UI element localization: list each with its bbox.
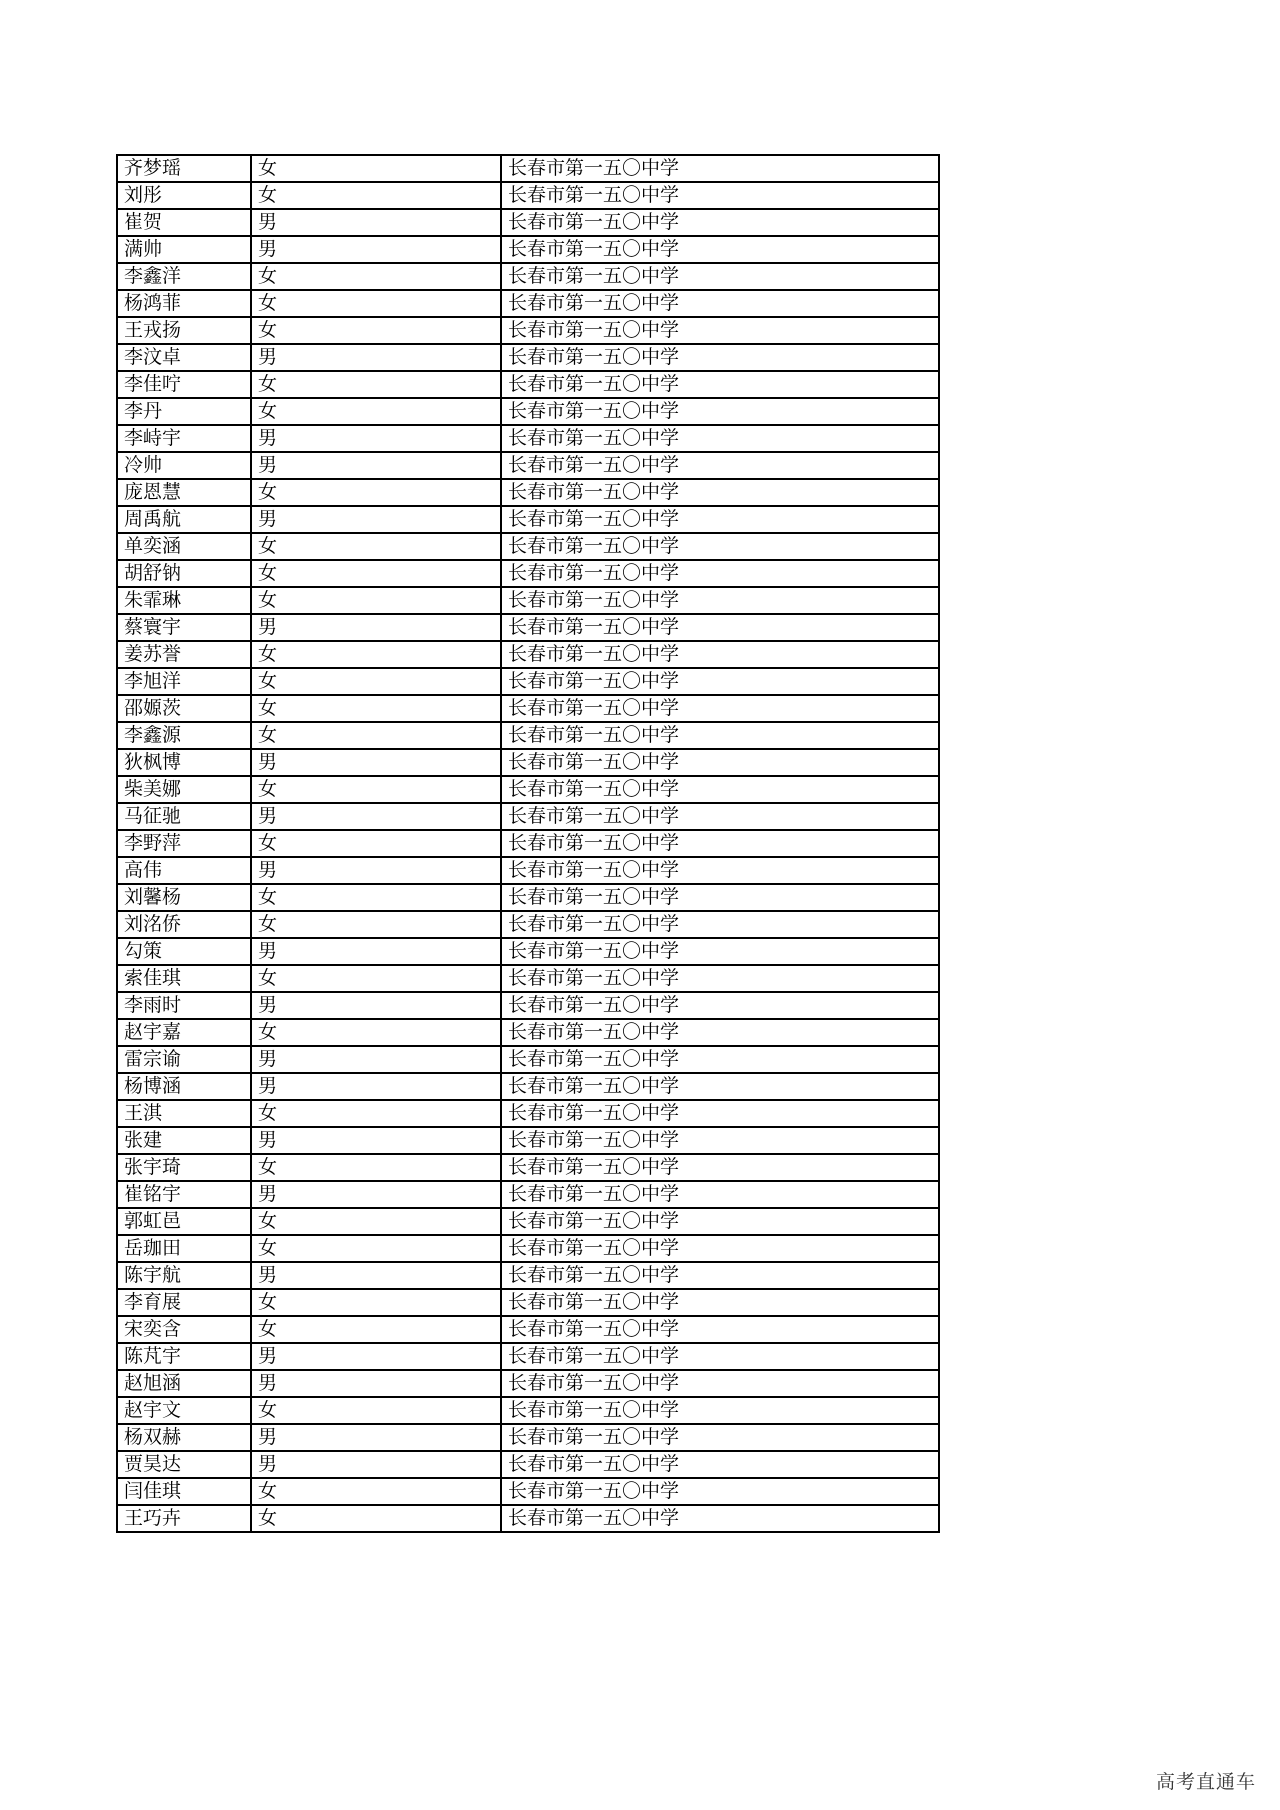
gender-cell: 女: [251, 155, 501, 182]
school-cell: 长春市第一五〇中学: [501, 1127, 939, 1154]
gender-cell: 女: [251, 533, 501, 560]
gender-cell: 女: [251, 1289, 501, 1316]
name-cell: 马征驰: [117, 803, 251, 830]
table-row: [117, 425, 939, 452]
school-cell: 长春市第一五〇中学: [501, 479, 939, 506]
name-cell: 蔡寰宇: [117, 614, 251, 641]
gender-cell: 女: [251, 371, 501, 398]
gender-cell: 女: [251, 722, 501, 749]
gender-cell: 男: [251, 236, 501, 263]
table-row: [117, 938, 939, 965]
table-row: [117, 1451, 939, 1478]
table-row: [117, 857, 939, 884]
school-cell: 长春市第一五〇中学: [501, 1343, 939, 1370]
table-row: [117, 533, 939, 560]
school-cell: 长春市第一五〇中学: [501, 857, 939, 884]
gender-cell: 女: [251, 1478, 501, 1505]
table-row: [117, 317, 939, 344]
table-row: [117, 182, 939, 209]
school-cell: 长春市第一五〇中学: [501, 344, 939, 371]
name-cell: 朱霏琳: [117, 587, 251, 614]
table-row: [117, 1127, 939, 1154]
table-row: [117, 749, 939, 776]
school-cell: 长春市第一五〇中学: [501, 1073, 939, 1100]
gender-cell: 女: [251, 398, 501, 425]
table-row: [117, 1181, 939, 1208]
gender-cell: 男: [251, 1424, 501, 1451]
school-cell: 长春市第一五〇中学: [501, 1505, 939, 1532]
school-cell: 长春市第一五〇中学: [501, 1370, 939, 1397]
name-cell: 高伟: [117, 857, 251, 884]
name-cell: 邵嫄茨: [117, 695, 251, 722]
table-row: [117, 479, 939, 506]
gender-cell: 女: [251, 668, 501, 695]
table-row: [117, 776, 939, 803]
name-cell: 李鑫源: [117, 722, 251, 749]
school-cell: 长春市第一五〇中学: [501, 1478, 939, 1505]
school-cell: 长春市第一五〇中学: [501, 263, 939, 290]
gender-cell: 男: [251, 1046, 501, 1073]
school-cell: 长春市第一五〇中学: [501, 1208, 939, 1235]
school-cell: 长春市第一五〇中学: [501, 182, 939, 209]
table-row: [117, 587, 939, 614]
name-cell: 单奕涵: [117, 533, 251, 560]
gender-cell: 男: [251, 506, 501, 533]
name-cell: 刘彤: [117, 182, 251, 209]
gender-cell: 男: [251, 1262, 501, 1289]
name-cell: 赵旭涵: [117, 1370, 251, 1397]
gender-cell: 女: [251, 587, 501, 614]
school-cell: 长春市第一五〇中学: [501, 830, 939, 857]
school-cell: 长春市第一五〇中学: [501, 938, 939, 965]
table-row: [117, 992, 939, 1019]
gender-cell: 男: [251, 749, 501, 776]
name-cell: 王淇: [117, 1100, 251, 1127]
name-cell: 李汶卓: [117, 344, 251, 371]
gender-cell: 男: [251, 1181, 501, 1208]
school-cell: 长春市第一五〇中学: [501, 695, 939, 722]
gender-cell: 女: [251, 830, 501, 857]
table-row: [117, 506, 939, 533]
table-row: [117, 1505, 939, 1532]
school-cell: 长春市第一五〇中学: [501, 236, 939, 263]
table-row: [117, 452, 939, 479]
school-cell: 长春市第一五〇中学: [501, 1262, 939, 1289]
school-cell: 长春市第一五〇中学: [501, 560, 939, 587]
school-cell: 长春市第一五〇中学: [501, 1451, 939, 1478]
name-cell: 满帅: [117, 236, 251, 263]
gender-cell: 男: [251, 1127, 501, 1154]
table-row: [117, 695, 939, 722]
table-row: [117, 1046, 939, 1073]
name-cell: 崔贺: [117, 209, 251, 236]
school-cell: 长春市第一五〇中学: [501, 1289, 939, 1316]
school-cell: 长春市第一五〇中学: [501, 668, 939, 695]
table-row: [117, 155, 939, 182]
name-cell: 张宇琦: [117, 1154, 251, 1181]
name-cell: 杨双赫: [117, 1424, 251, 1451]
table-row: [117, 290, 939, 317]
school-cell: 长春市第一五〇中学: [501, 290, 939, 317]
gender-cell: 女: [251, 1100, 501, 1127]
roster-table-body: [117, 155, 939, 1532]
school-cell: 长春市第一五〇中学: [501, 722, 939, 749]
gender-cell: 女: [251, 317, 501, 344]
name-cell: 勾策: [117, 938, 251, 965]
name-cell: 贾昊达: [117, 1451, 251, 1478]
name-cell: 刘洺侨: [117, 911, 251, 938]
gender-cell: 女: [251, 479, 501, 506]
name-cell: 李鑫洋: [117, 263, 251, 290]
name-cell: 崔铭宇: [117, 1181, 251, 1208]
gender-cell: 女: [251, 1316, 501, 1343]
school-cell: 长春市第一五〇中学: [501, 776, 939, 803]
school-cell: 长春市第一五〇中学: [501, 884, 939, 911]
table-row: [117, 1316, 939, 1343]
table-row: [117, 1100, 939, 1127]
name-cell: 庞恩慧: [117, 479, 251, 506]
gender-cell: 女: [251, 884, 501, 911]
gender-cell: 女: [251, 641, 501, 668]
gender-cell: 男: [251, 1451, 501, 1478]
school-cell: 长春市第一五〇中学: [501, 911, 939, 938]
gender-cell: 男: [251, 209, 501, 236]
gender-cell: 男: [251, 1343, 501, 1370]
school-cell: 长春市第一五〇中学: [501, 398, 939, 425]
gender-cell: 女: [251, 695, 501, 722]
school-cell: 长春市第一五〇中学: [501, 614, 939, 641]
gender-cell: 女: [251, 1397, 501, 1424]
name-cell: 柴美娜: [117, 776, 251, 803]
name-cell: 王戎扬: [117, 317, 251, 344]
table-row: [117, 560, 939, 587]
name-cell: 闫佳琪: [117, 1478, 251, 1505]
gender-cell: 女: [251, 911, 501, 938]
name-cell: 李雨时: [117, 992, 251, 1019]
gender-cell: 女: [251, 1235, 501, 1262]
gender-cell: 女: [251, 1505, 501, 1532]
school-cell: 长春市第一五〇中学: [501, 587, 939, 614]
gender-cell: 男: [251, 1073, 501, 1100]
name-cell: 王巧卉: [117, 1505, 251, 1532]
name-cell: 张建: [117, 1127, 251, 1154]
name-cell: 岳珈田: [117, 1235, 251, 1262]
name-cell: 刘馨杨: [117, 884, 251, 911]
name-cell: 宋奕含: [117, 1316, 251, 1343]
name-cell: 赵宇嘉: [117, 1019, 251, 1046]
table-row: [117, 398, 939, 425]
name-cell: 周禹航: [117, 506, 251, 533]
school-cell: 长春市第一五〇中学: [501, 317, 939, 344]
gender-cell: 男: [251, 938, 501, 965]
school-cell: 长春市第一五〇中学: [501, 1424, 939, 1451]
gender-cell: 男: [251, 344, 501, 371]
name-cell: 李旭洋: [117, 668, 251, 695]
school-cell: 长春市第一五〇中学: [501, 1154, 939, 1181]
table-row: [117, 1208, 939, 1235]
table-row: [117, 1235, 939, 1262]
table-row: [117, 236, 939, 263]
table-row: [117, 668, 939, 695]
name-cell: 胡舒钠: [117, 560, 251, 587]
school-cell: 长春市第一五〇中学: [501, 371, 939, 398]
table-row: [117, 641, 939, 668]
school-cell: 长春市第一五〇中学: [501, 641, 939, 668]
name-cell: 雷宗谕: [117, 1046, 251, 1073]
name-cell: 陈芃宇: [117, 1343, 251, 1370]
table-row: [117, 965, 939, 992]
gender-cell: 男: [251, 425, 501, 452]
name-cell: 赵宇文: [117, 1397, 251, 1424]
gender-cell: 女: [251, 1208, 501, 1235]
gender-cell: 男: [251, 857, 501, 884]
gender-cell: 女: [251, 290, 501, 317]
gender-cell: 男: [251, 614, 501, 641]
school-cell: 长春市第一五〇中学: [501, 803, 939, 830]
table-row: [117, 1424, 939, 1451]
school-cell: 长春市第一五〇中学: [501, 209, 939, 236]
name-cell: 李丹: [117, 398, 251, 425]
roster-table: [116, 154, 940, 1533]
table-row: [117, 1073, 939, 1100]
table-row: [117, 263, 939, 290]
name-cell: 杨博涵: [117, 1073, 251, 1100]
gender-cell: 女: [251, 776, 501, 803]
table-row: [117, 1262, 939, 1289]
school-cell: 长春市第一五〇中学: [501, 425, 939, 452]
gender-cell: 男: [251, 452, 501, 479]
name-cell: 姜苏誉: [117, 641, 251, 668]
school-cell: 长春市第一五〇中学: [501, 749, 939, 776]
name-cell: 齐梦瑶: [117, 155, 251, 182]
table-row: [117, 209, 939, 236]
name-cell: 索佳琪: [117, 965, 251, 992]
name-cell: 狄枫博: [117, 749, 251, 776]
table-row: [117, 722, 939, 749]
gender-cell: 女: [251, 1019, 501, 1046]
name-cell: 冷帅: [117, 452, 251, 479]
name-cell: 郭虹邑: [117, 1208, 251, 1235]
gender-cell: 女: [251, 560, 501, 587]
school-cell: 长春市第一五〇中学: [501, 452, 939, 479]
table-row: [117, 911, 939, 938]
gender-cell: 女: [251, 263, 501, 290]
school-cell: 长春市第一五〇中学: [501, 1316, 939, 1343]
school-cell: 长春市第一五〇中学: [501, 506, 939, 533]
table-row: [117, 830, 939, 857]
table-row: [117, 1370, 939, 1397]
name-cell: 陈宇航: [117, 1262, 251, 1289]
gender-cell: 男: [251, 992, 501, 1019]
table-row: [117, 803, 939, 830]
school-cell: 长春市第一五〇中学: [501, 533, 939, 560]
gender-cell: 女: [251, 1154, 501, 1181]
table-row: [117, 1289, 939, 1316]
name-cell: 李峙宇: [117, 425, 251, 452]
school-cell: 长春市第一五〇中学: [501, 1100, 939, 1127]
gender-cell: 女: [251, 182, 501, 209]
school-cell: 长春市第一五〇中学: [501, 1046, 939, 1073]
school-cell: 长春市第一五〇中学: [501, 965, 939, 992]
table-row: [117, 371, 939, 398]
table-row: [117, 344, 939, 371]
table-row: [117, 1478, 939, 1505]
school-cell: 长春市第一五〇中学: [501, 1397, 939, 1424]
name-cell: 李育展: [117, 1289, 251, 1316]
name-cell: 李野萍: [117, 830, 251, 857]
table-row: [117, 1019, 939, 1046]
gender-cell: 男: [251, 803, 501, 830]
table-row: [117, 1343, 939, 1370]
school-cell: 长春市第一五〇中学: [501, 1235, 939, 1262]
table-row: [117, 1397, 939, 1424]
gender-cell: 女: [251, 965, 501, 992]
gender-cell: 男: [251, 1370, 501, 1397]
name-cell: 杨鸿菲: [117, 290, 251, 317]
school-cell: 长春市第一五〇中学: [501, 992, 939, 1019]
school-cell: 长春市第一五〇中学: [501, 1181, 939, 1208]
school-cell: 长春市第一五〇中学: [501, 1019, 939, 1046]
table-row: [117, 884, 939, 911]
name-cell: 李佳咛: [117, 371, 251, 398]
table-row: [117, 1154, 939, 1181]
watermark: 高考直通车: [1155, 1771, 1256, 1793]
table-row: [117, 614, 939, 641]
school-cell: 长春市第一五〇中学: [501, 155, 939, 182]
